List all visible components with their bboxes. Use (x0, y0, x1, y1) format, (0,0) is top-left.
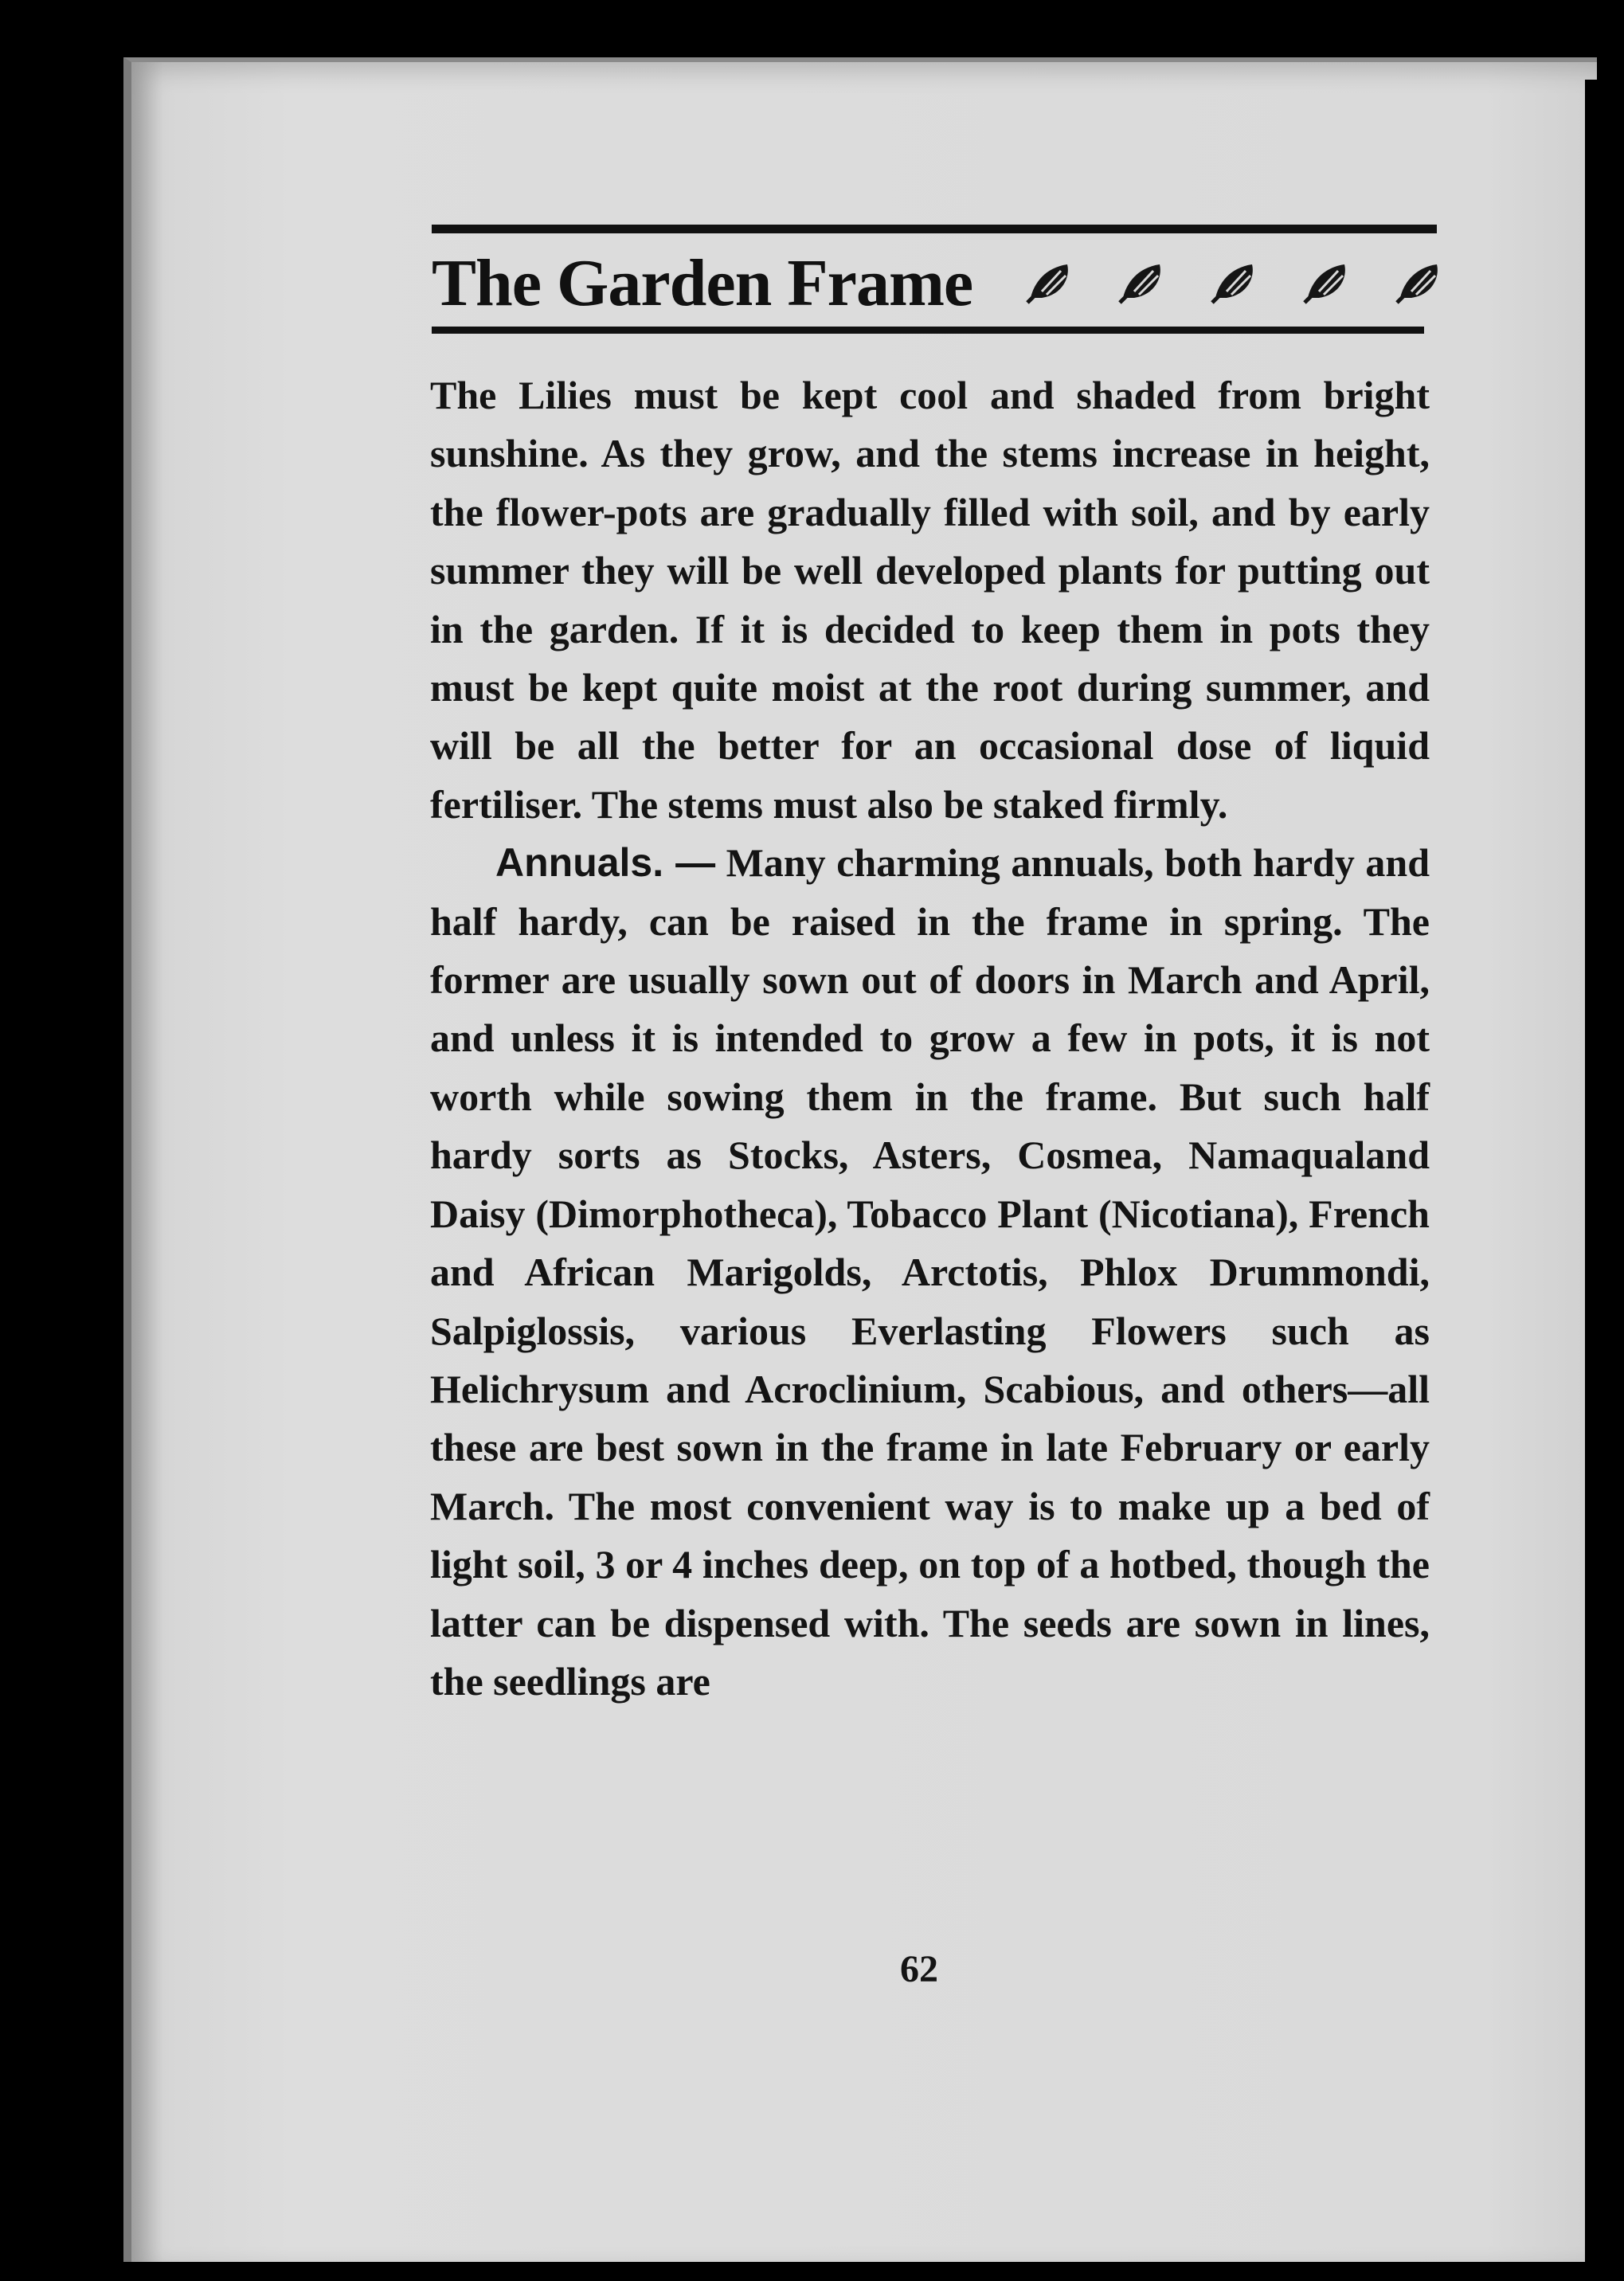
leaf-ornament-icon (1303, 260, 1354, 304)
leaf-ornament-icon (1211, 260, 1262, 304)
annuals-heading: Annuals. — (495, 840, 716, 886)
page-number: 62 (900, 1948, 938, 1990)
header-top-rule (432, 225, 1437, 233)
leaf-ornament-icon (1118, 260, 1169, 304)
ornament-row (1026, 260, 1446, 304)
scan-border (1585, 80, 1624, 2281)
annuals-text: Many charming annuals, both hardy and half hardy, can be raised in the frame in spring. The former are usually sown out of doors in March and April, and unless it is intended to grow a few in pots, it is not worth while sowing them in the frame. But such half hardy sorts as Stocks, Asters, Cosmea, Namaqualand Daisy (Dimorphotheca), Tobacco Plant (Nicotiana), French and African Marigolds, Arctotis, Phlox Drummondi, Salpiglossis, various Everlasting Flowers such as Helichrysum and Acroclinium, Scabious, and others—all these are best sown in the frame in late February or early March. The most convenient way is to make up a bed of light soil, 3 or 4 inches deep, on top of a hotbed, though the latter can be dispensed with. The seeds are sown in lines, the seedlings are (430, 840, 1430, 1704)
header-bottom-rule (432, 327, 1424, 334)
paragraph-annuals (430, 834, 1430, 1711)
leaf-ornament-icon (1395, 260, 1446, 304)
paragraph-lilies: The Lilies must be kept cool and shaded from bright sunshine. As they grow, and the stems increase in height, the flower-pots are gradually filled with soil, and by early summer they will be well developed plants for putting out in the garden. If it is decided to keep them in pots they must be kept quite moist at the root during summer, and will be all the better for an occasional dose of liquid fertiliser. The stems must also be staked firmly. (430, 373, 1430, 827)
running-title: The Garden Frame (432, 246, 973, 320)
body-text (430, 366, 1430, 1711)
leaf-ornament-icon (1026, 260, 1077, 304)
